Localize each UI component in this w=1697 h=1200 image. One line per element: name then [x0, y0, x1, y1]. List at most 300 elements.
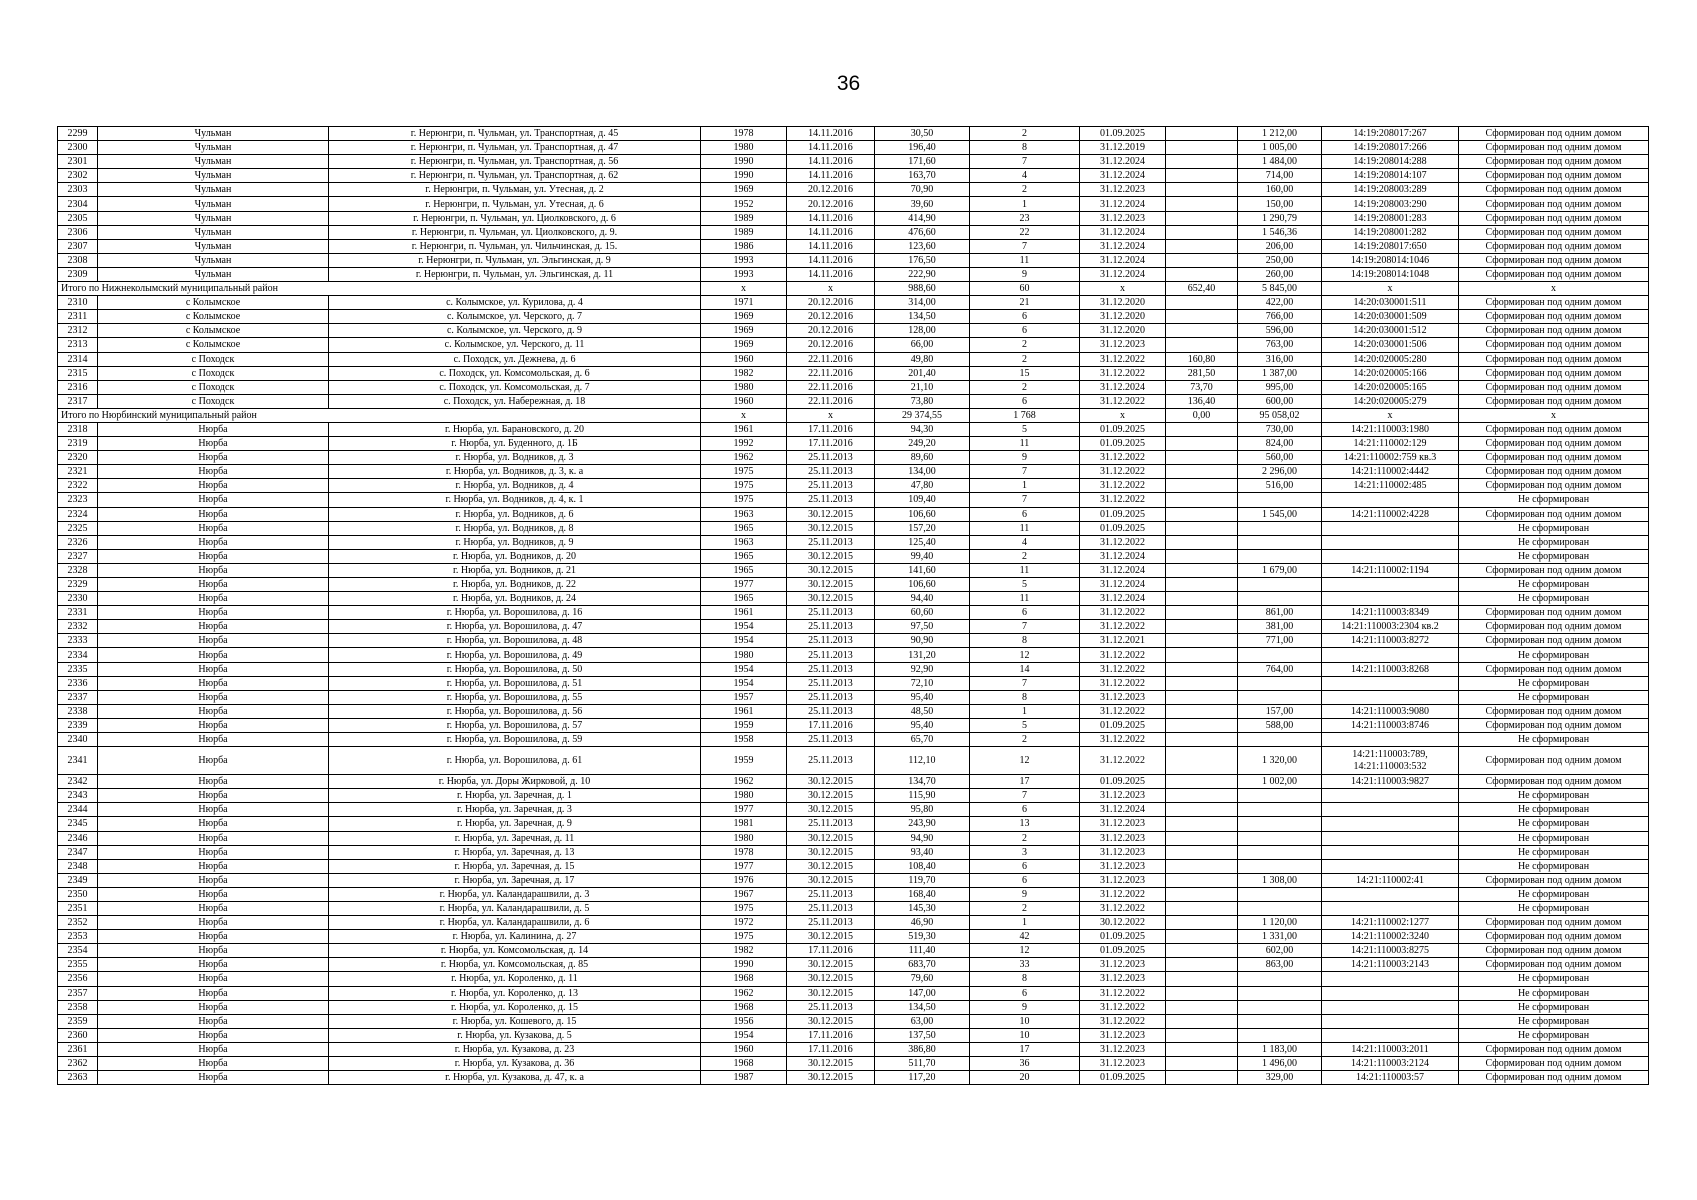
residents: 6: [970, 873, 1080, 887]
area: 145,30: [875, 901, 970, 915]
area: 176,50: [875, 253, 970, 267]
land-status: Не сформирован: [1459, 901, 1649, 915]
row-number: 2348: [58, 859, 98, 873]
build-year: 1967: [701, 887, 787, 901]
area: 128,00: [875, 324, 970, 338]
cadastral-number: 14:20:030001:509: [1322, 310, 1459, 324]
recognition-date: 30.12.2015: [787, 775, 875, 789]
settlement: Нюрба: [98, 901, 329, 915]
address: г. Нерюнгри, п. Чульман, ул. Утесная, д. 2: [329, 183, 701, 197]
resettlement-deadline: 01.09.2025: [1080, 521, 1166, 535]
land-area: 1 320,00: [1238, 747, 1322, 775]
residents: 11: [970, 592, 1080, 606]
table-row: [58, 1042, 1649, 1056]
extra-area: [1166, 225, 1238, 239]
land-area: 422,00: [1238, 296, 1322, 310]
land-area: [1238, 789, 1322, 803]
build-year: 1952: [701, 197, 787, 211]
recognition-date: 30.12.2015: [787, 1071, 875, 1085]
resettlement-deadline: 31.12.2022: [1080, 662, 1166, 676]
residents: 42: [970, 930, 1080, 944]
land-status: Сформирован под одним домом: [1459, 620, 1649, 634]
cadastral-number: 14:19:208014:1046: [1322, 253, 1459, 267]
land-status: Сформирован под одним домом: [1459, 563, 1649, 577]
recognition-date: 30.12.2015: [787, 859, 875, 873]
land-status: Сформирован под одним домом: [1459, 366, 1649, 380]
recognition-date: 30.12.2015: [787, 873, 875, 887]
extra-area: 136,40: [1166, 394, 1238, 408]
total-label: Итого по Нижнеколымский муниципальный район: [58, 282, 701, 296]
recognition-date: 30.12.2015: [787, 563, 875, 577]
settlement: Чульман: [98, 127, 329, 141]
resettlement-deadline: 31.12.2023: [1080, 1042, 1166, 1056]
residents: 2: [970, 831, 1080, 845]
total-extra-area: 652,40: [1166, 282, 1238, 296]
resettlement-deadline: 31.12.2023: [1080, 873, 1166, 887]
settlement: Нюрба: [98, 676, 329, 690]
build-year: 1954: [701, 1028, 787, 1042]
row-number: 2358: [58, 1000, 98, 1014]
address: г. Нюрба, ул. Каландарашвили, д. 5: [329, 901, 701, 915]
land-area: 861,00: [1238, 606, 1322, 620]
cadastral-number: [1322, 676, 1459, 690]
residents: 10: [970, 1028, 1080, 1042]
address: г. Нюрба, ул. Заречная, д. 3: [329, 803, 701, 817]
resettlement-deadline: 31.12.2022: [1080, 366, 1166, 380]
address: г. Нюрба, ул. Ворошилова, д. 16: [329, 606, 701, 620]
cadastral-number: 14:20:020005:279: [1322, 394, 1459, 408]
resettlement-deadline: 31.12.2022: [1080, 451, 1166, 465]
area: 115,90: [875, 789, 970, 803]
residents: 6: [970, 310, 1080, 324]
area: 30,50: [875, 127, 970, 141]
recognition-date: 25.11.2013: [787, 690, 875, 704]
extra-area: [1166, 592, 1238, 606]
settlement: с Колымское: [98, 310, 329, 324]
table-row: [58, 803, 1649, 817]
row-number: 2332: [58, 620, 98, 634]
land-area: [1238, 1014, 1322, 1028]
extra-area: [1166, 1057, 1238, 1071]
table-row: [58, 887, 1649, 901]
extra-area: [1166, 845, 1238, 859]
extra-area: [1166, 127, 1238, 141]
resettlement-deadline: 31.12.2024: [1080, 578, 1166, 592]
resettlement-deadline: 31.12.2019: [1080, 141, 1166, 155]
build-year: 1981: [701, 817, 787, 831]
resettlement-deadline: 31.12.2022: [1080, 493, 1166, 507]
row-number: 2362: [58, 1057, 98, 1071]
build-year: 1990: [701, 958, 787, 972]
extra-area: [1166, 535, 1238, 549]
extra-area: [1166, 817, 1238, 831]
recognition-date: 22.11.2016: [787, 380, 875, 394]
recognition-date: 25.11.2013: [787, 620, 875, 634]
extra-area: [1166, 873, 1238, 887]
build-year: 1965: [701, 521, 787, 535]
extra-area: [1166, 1042, 1238, 1056]
extra-area: [1166, 563, 1238, 577]
extra-area: [1166, 972, 1238, 986]
build-year: 1992: [701, 437, 787, 451]
land-status: Сформирован под одним домом: [1459, 465, 1649, 479]
settlement: Нюрба: [98, 662, 329, 676]
build-year: 1977: [701, 803, 787, 817]
build-year: 1975: [701, 465, 787, 479]
table-row: [58, 718, 1649, 732]
land-area: [1238, 901, 1322, 915]
residents: 9: [970, 887, 1080, 901]
total-land-area: 5 845,00: [1238, 282, 1322, 296]
land-status: Не сформирован: [1459, 1000, 1649, 1014]
resettlement-deadline: 31.12.2022: [1080, 535, 1166, 549]
land-area: 516,00: [1238, 479, 1322, 493]
land-status: Сформирован под одним домом: [1459, 944, 1649, 958]
settlement: Нюрба: [98, 578, 329, 592]
land-area: [1238, 578, 1322, 592]
land-area: 824,00: [1238, 437, 1322, 451]
land-area: 150,00: [1238, 197, 1322, 211]
land-area: 1 308,00: [1238, 873, 1322, 887]
table-row: [58, 507, 1649, 521]
extra-area: [1166, 310, 1238, 324]
land-area: 1 002,00: [1238, 775, 1322, 789]
table-row: [58, 352, 1649, 366]
residents: 15: [970, 366, 1080, 380]
land-area: [1238, 592, 1322, 606]
build-year: 1971: [701, 296, 787, 310]
extra-area: [1166, 521, 1238, 535]
resettlement-deadline: 31.12.2020: [1080, 310, 1166, 324]
cadastral-number: 14:21:110003:2124: [1322, 1057, 1459, 1071]
cadastral-number: 14:21:110003:8746: [1322, 718, 1459, 732]
extra-area: [1166, 507, 1238, 521]
table-row: [58, 493, 1649, 507]
cadastral-number: [1322, 690, 1459, 704]
land-status: Сформирован под одним домом: [1459, 352, 1649, 366]
extra-area: [1166, 211, 1238, 225]
address: г. Нюрба, ул. Ворошилова, д. 57: [329, 718, 701, 732]
row-number: 2343: [58, 789, 98, 803]
resettlement-deadline: 31.12.2022: [1080, 901, 1166, 915]
area: 89,60: [875, 451, 970, 465]
address: г. Нюрба, ул. Водников, д. 4: [329, 479, 701, 493]
address: г. Нюрба, ул. Заречная, д. 15: [329, 859, 701, 873]
table-row: [58, 704, 1649, 718]
settlement: Нюрба: [98, 958, 329, 972]
area: 65,70: [875, 733, 970, 747]
extra-area: [1166, 901, 1238, 915]
area: 79,60: [875, 972, 970, 986]
settlement: Нюрба: [98, 930, 329, 944]
land-status: Не сформирован: [1459, 648, 1649, 662]
area: 112,10: [875, 747, 970, 775]
build-year: 1980: [701, 789, 787, 803]
settlement: Чульман: [98, 169, 329, 183]
build-year: 1982: [701, 366, 787, 380]
recognition-date: 30.12.2015: [787, 578, 875, 592]
settlement: Нюрба: [98, 634, 329, 648]
recognition-date: 25.11.2013: [787, 634, 875, 648]
land-area: 381,00: [1238, 620, 1322, 634]
row-number: 2309: [58, 267, 98, 281]
area: 47,80: [875, 479, 970, 493]
land-status: Сформирован под одним домом: [1459, 479, 1649, 493]
land-status: Сформирован под одним домом: [1459, 1071, 1649, 1085]
total-residents: 1 768: [970, 408, 1080, 422]
area: 134,50: [875, 310, 970, 324]
settlement: Нюрба: [98, 606, 329, 620]
table-row: [58, 127, 1649, 141]
build-year: 1975: [701, 479, 787, 493]
table-row: [58, 380, 1649, 394]
address: г. Нюрба, ул. Комсомольская, д. 85: [329, 958, 701, 972]
land-area: 771,00: [1238, 634, 1322, 648]
resettlement-deadline: 31.12.2023: [1080, 690, 1166, 704]
residents: 4: [970, 169, 1080, 183]
cadastral-number: 14:21:110002:485: [1322, 479, 1459, 493]
table-row: [58, 620, 1649, 634]
recognition-date: 22.11.2016: [787, 366, 875, 380]
land-area: 596,00: [1238, 324, 1322, 338]
table-row: [58, 662, 1649, 676]
land-status: Сформирован под одним домом: [1459, 211, 1649, 225]
table-row: [58, 338, 1649, 352]
residents: 3: [970, 845, 1080, 859]
area: 249,20: [875, 437, 970, 451]
build-year: 1977: [701, 578, 787, 592]
land-status: Не сформирован: [1459, 592, 1649, 606]
land-status: Сформирован под одним домом: [1459, 310, 1649, 324]
row-number: 2318: [58, 422, 98, 436]
resettlement-deadline: 01.09.2025: [1080, 437, 1166, 451]
resettlement-deadline: 31.12.2024: [1080, 169, 1166, 183]
cadastral-number: 14:21:110002:4228: [1322, 507, 1459, 521]
address: г. Нюрба, ул. Водников, д. 3, к. а: [329, 465, 701, 479]
total-residents: 60: [970, 282, 1080, 296]
row-number: 2359: [58, 1014, 98, 1028]
land-area: 1 005,00: [1238, 141, 1322, 155]
row-number: 2303: [58, 183, 98, 197]
land-status: Сформирован под одним домом: [1459, 718, 1649, 732]
extra-area: [1166, 324, 1238, 338]
table-row: [58, 535, 1649, 549]
residents: 7: [970, 620, 1080, 634]
row-number: 2337: [58, 690, 98, 704]
land-area: 1 331,00: [1238, 930, 1322, 944]
area: 108,40: [875, 859, 970, 873]
address: с. Походск, ул. Комсомольская, д. 7: [329, 380, 701, 394]
row-number: 2360: [58, 1028, 98, 1042]
area: 196,40: [875, 141, 970, 155]
address: г. Нюрба, ул. Ворошилова, д. 59: [329, 733, 701, 747]
land-status: Сформирован под одним домом: [1459, 127, 1649, 141]
extra-area: [1166, 197, 1238, 211]
resettlement-deadline: 31.12.2023: [1080, 1057, 1166, 1071]
extra-area: [1166, 437, 1238, 451]
build-year: 1969: [701, 324, 787, 338]
settlement: Нюрба: [98, 986, 329, 1000]
resettlement-deadline: 31.12.2023: [1080, 859, 1166, 873]
resettlement-deadline: 31.12.2022: [1080, 747, 1166, 775]
area: 123,60: [875, 239, 970, 253]
residents: 22: [970, 225, 1080, 239]
land-status: Сформирован под одним домом: [1459, 775, 1649, 789]
table-row: [58, 521, 1649, 535]
recognition-date: 17.11.2016: [787, 422, 875, 436]
area: 46,90: [875, 916, 970, 930]
total-area: 988,60: [875, 282, 970, 296]
land-area: [1238, 817, 1322, 831]
row-number: 2302: [58, 169, 98, 183]
area: 119,70: [875, 873, 970, 887]
cadastral-number: [1322, 733, 1459, 747]
table-row: [58, 817, 1649, 831]
area: 163,70: [875, 169, 970, 183]
land-status: Сформирован под одним домом: [1459, 225, 1649, 239]
residents: 9: [970, 1000, 1080, 1014]
table-row: [58, 422, 1649, 436]
resettlement-deadline: 31.12.2020: [1080, 324, 1166, 338]
area: 93,40: [875, 845, 970, 859]
settlement: Нюрба: [98, 465, 329, 479]
resettlement-deadline: 31.12.2024: [1080, 267, 1166, 281]
extra-area: [1166, 578, 1238, 592]
land-status: Сформирован под одним домом: [1459, 253, 1649, 267]
recognition-date: 25.11.2013: [787, 733, 875, 747]
build-year: 1960: [701, 352, 787, 366]
recognition-date: 25.11.2013: [787, 493, 875, 507]
extra-area: [1166, 803, 1238, 817]
extra-area: [1166, 1014, 1238, 1028]
cadastral-number: [1322, 901, 1459, 915]
extra-area: [1166, 648, 1238, 662]
settlement: Чульман: [98, 253, 329, 267]
land-status: Сформирован под одним домом: [1459, 338, 1649, 352]
row-number: 2329: [58, 578, 98, 592]
row-number: 2312: [58, 324, 98, 338]
row-number: 2308: [58, 253, 98, 267]
address: г. Нюрба, ул. Заречная, д. 1: [329, 789, 701, 803]
resettlement-deadline: 31.12.2022: [1080, 479, 1166, 493]
address: с. Походск, ул. Комсомольская, д. 6: [329, 366, 701, 380]
recognition-date: 14.11.2016: [787, 141, 875, 155]
address: г. Нюрба, ул. Калинина, д. 27: [329, 930, 701, 944]
land-area: 714,00: [1238, 169, 1322, 183]
cadastral-number: [1322, 521, 1459, 535]
area: 201,40: [875, 366, 970, 380]
residents: 1: [970, 197, 1080, 211]
recognition-date: 25.11.2013: [787, 887, 875, 901]
residents: 6: [970, 606, 1080, 620]
build-year: 1961: [701, 422, 787, 436]
cadastral-number: [1322, 493, 1459, 507]
row-number: 2346: [58, 831, 98, 845]
recognition-date: 25.11.2013: [787, 916, 875, 930]
row-number: 2361: [58, 1042, 98, 1056]
extra-area: [1166, 479, 1238, 493]
build-year: 1957: [701, 690, 787, 704]
land-area: [1238, 831, 1322, 845]
address: г. Нюрба, ул. Ворошилова, д. 50: [329, 662, 701, 676]
land-area: 206,00: [1238, 239, 1322, 253]
table-row: [58, 549, 1649, 563]
extra-area: [1166, 239, 1238, 253]
table-row: [58, 747, 1649, 775]
total-year: x: [701, 282, 787, 296]
cadastral-number: 14:21:110002:1277: [1322, 916, 1459, 930]
address: г. Нюрба, ул. Ворошилова, д. 49: [329, 648, 701, 662]
residents: 2: [970, 901, 1080, 915]
table-row: [58, 479, 1649, 493]
cadastral-number: 14:19:208017:650: [1322, 239, 1459, 253]
residents: 4: [970, 535, 1080, 549]
cadastral-number: 14:21:110003:9827: [1322, 775, 1459, 789]
extra-area: [1166, 155, 1238, 169]
recognition-date: 25.11.2013: [787, 1000, 875, 1014]
build-year: 1990: [701, 155, 787, 169]
area: 66,00: [875, 338, 970, 352]
recognition-date: 30.12.2015: [787, 986, 875, 1000]
settlement: Чульман: [98, 197, 329, 211]
recognition-date: 30.12.2015: [787, 521, 875, 535]
recognition-date: 30.12.2015: [787, 1057, 875, 1071]
address: г. Нюрба, ул. Барановского, д. 20: [329, 422, 701, 436]
row-number: 2313: [58, 338, 98, 352]
settlement: Нюрба: [98, 916, 329, 930]
row-number: 2311: [58, 310, 98, 324]
resettlement-deadline: 31.12.2024: [1080, 253, 1166, 267]
cadastral-number: 14:19:208001:283: [1322, 211, 1459, 225]
residents: 7: [970, 239, 1080, 253]
cadastral-number: 14:19:208017:266: [1322, 141, 1459, 155]
area: 39,60: [875, 197, 970, 211]
address: г. Нерюнгри, п. Чульман, ул. Чильчинская, д. 15.: [329, 239, 701, 253]
address: г. Нерюнгри, п. Чульман, ул. Циолковского, д. 6: [329, 211, 701, 225]
resettlement-deadline: 31.12.2023: [1080, 958, 1166, 972]
address: г. Нюрба, ул. Водников, д. 22: [329, 578, 701, 592]
extra-area: [1166, 1000, 1238, 1014]
address: с. Походск, ул. Набережная, д. 18: [329, 394, 701, 408]
settlement: Нюрба: [98, 422, 329, 436]
table-row: [58, 578, 1649, 592]
table-row: [58, 310, 1649, 324]
cadastral-number: 14:21:110003:57: [1322, 1071, 1459, 1085]
land-status: Сформирован под одним домом: [1459, 958, 1649, 972]
land-status: Не сформирован: [1459, 535, 1649, 549]
extra-area: [1166, 747, 1238, 775]
recognition-date: 14.11.2016: [787, 169, 875, 183]
build-year: 1990: [701, 169, 787, 183]
land-status: Сформирован под одним домом: [1459, 324, 1649, 338]
land-area: [1238, 1028, 1322, 1042]
land-area: [1238, 1000, 1322, 1014]
land-status: Не сформирован: [1459, 549, 1649, 563]
address: г. Нюрба, ул. Каландарашвили, д. 6: [329, 916, 701, 930]
cadastral-number: [1322, 648, 1459, 662]
recognition-date: 17.11.2016: [787, 437, 875, 451]
land-area: [1238, 690, 1322, 704]
recognition-date: 20.12.2016: [787, 183, 875, 197]
recognition-date: 20.12.2016: [787, 324, 875, 338]
residents: 9: [970, 267, 1080, 281]
address: г. Нерюнгри, п. Чульман, ул. Транспортная, д. 47: [329, 141, 701, 155]
build-year: 1980: [701, 648, 787, 662]
address: г. Нерюнгри, п. Чульман, ул. Утесная, д. 6: [329, 197, 701, 211]
area: 111,40: [875, 944, 970, 958]
recognition-date: 25.11.2013: [787, 704, 875, 718]
recognition-date: 30.12.2015: [787, 831, 875, 845]
